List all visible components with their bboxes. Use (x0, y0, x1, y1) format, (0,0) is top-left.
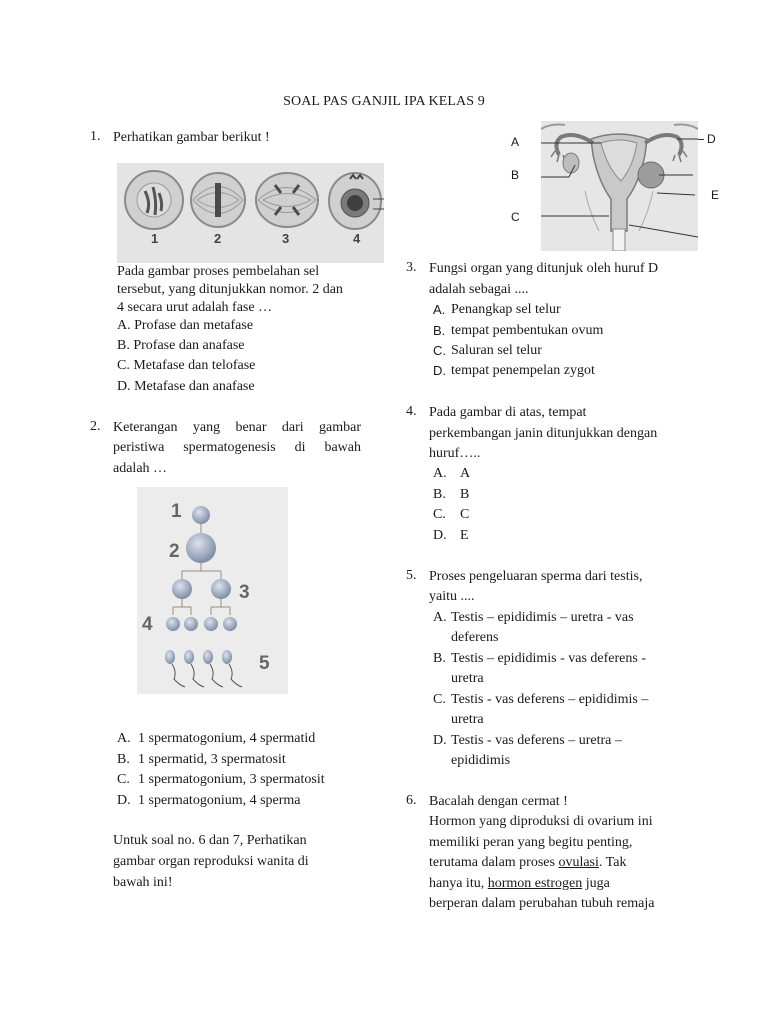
q3-option-c-text: Saluran sel telur (451, 343, 542, 358)
mitosis-label-2: 2 (214, 231, 222, 246)
q1-option-b: B. Profase dan anafase (117, 338, 245, 353)
q3-option-b-text: tempat pembentukan ovum (451, 323, 604, 338)
note-line-3: bawah ini! (113, 875, 173, 890)
q5-option-c-line-1: Testis - vas deferens – epididimis – (451, 692, 649, 707)
q4-option-a-letter: A. (433, 466, 447, 481)
secondary-spermatocyte-cell (172, 579, 192, 599)
q1-option-c: C. Metafase dan telofase (117, 358, 256, 373)
q2-number: 2. (90, 419, 101, 434)
q2-text-line-2: peristiwa spermatogenesis di bawah (113, 440, 361, 455)
q6-ovulasi-term: ovulasi (558, 855, 599, 870)
q5-option-d-line-1: Testis - vas deferens – uretra – (451, 733, 622, 748)
q6-number: 6. (406, 793, 417, 808)
female-reproductive-figure (541, 121, 698, 251)
spermatid-cell (184, 617, 198, 631)
mitosis-figure (117, 163, 384, 263)
spermatid-cell (223, 617, 237, 631)
q5-option-d-letter: D. (433, 733, 447, 748)
sperm-cells (165, 650, 242, 687)
spermatogenesis-label-1: 1 (171, 501, 182, 522)
q6-line-3-post: . Tak (598, 855, 627, 870)
mitosis-label-3: 3 (282, 231, 290, 246)
spermatogenesis-label-5: 5 (259, 653, 270, 674)
mitosis-diagram (117, 163, 384, 263)
mitosis-cell-1 (125, 171, 183, 229)
q2-option-c-letter: C. (117, 772, 130, 787)
q6-lead: Bacalah dengan cermat ! (429, 794, 568, 809)
q5-option-d-line-2: epididimis (451, 753, 511, 768)
q2-option-a-letter: A. (117, 731, 131, 746)
female-reproductive-diagram (541, 121, 698, 251)
mitosis-cell-3 (256, 173, 318, 227)
spermatid-cell (166, 617, 180, 631)
spermatid-cell (204, 617, 218, 631)
q6-line-4-pre: hanya itu, (429, 876, 488, 891)
q1-option-d: D. Metafase dan anafase (117, 379, 255, 394)
q4-option-b-letter: B. (433, 487, 446, 502)
q2-option-d-text: 1 spermatogonium, 4 sperma (138, 793, 301, 808)
q2-text-line-3: adalah … (113, 461, 168, 476)
q6-estrogen-term: hormon estrogen (487, 876, 583, 891)
spermatogenesis-figure (137, 487, 288, 694)
q4-text-line-2: perkembangan janin ditunjukkan dengan (429, 426, 658, 441)
q2-option-b-letter: B. (117, 752, 130, 767)
q6-line-3-pre: terutama dalam proses (429, 855, 559, 870)
q4-text-line-1: Pada gambar di atas, tempat (429, 405, 587, 420)
q5-option-c-letter: C. (433, 692, 446, 707)
mitosis-label-4: 4 (353, 231, 361, 246)
primary-spermatocyte-cell (186, 533, 216, 563)
q5-option-b-line-1: Testis – epididimis - vas deferens - (451, 651, 646, 666)
q1-number: 1. (90, 129, 101, 144)
q1-text-line-3: 4 secara urut adalah fase … (117, 300, 273, 315)
mitosis-cell-2 (191, 173, 245, 227)
spermatogenesis-label-2: 2 (169, 541, 180, 562)
q6-line-4-post: juga (582, 876, 610, 891)
q4-option-d-text: E (460, 528, 469, 543)
q3-text-line-2: adalah sebagai .... (429, 282, 529, 297)
q4-number: 4. (406, 404, 417, 419)
q1-text-line-1: Pada gambar proses pembelahan sel (117, 264, 320, 279)
q4-option-c-text: C (460, 507, 470, 522)
q4-option-c-letter: C. (433, 507, 446, 522)
q6-line-1: Hormon yang diproduksi di ovarium ini (429, 814, 653, 829)
spermatogenesis-diagram (137, 487, 288, 694)
spermatogonium-cell (192, 506, 210, 524)
q3-option-d-letter: D. (433, 363, 446, 378)
q3-option-d-text: tempat penempelan zygot (451, 363, 595, 378)
q5-text-line-1: Proses pengeluaran sperma dari testis, (429, 569, 643, 584)
spermatogenesis-label-3: 3 (239, 582, 250, 603)
q1-prompt: Perhatikan gambar berikut ! (113, 130, 270, 145)
q6-line-5: berperan dalam perubahan tubuh remaja (429, 896, 655, 911)
q3-option-a-text: Penangkap sel telur (451, 302, 561, 317)
q5-option-a-letter: A. (433, 610, 447, 625)
q2-option-c-text: 1 spermatogonium, 3 spermatosit (138, 772, 325, 787)
note-line-2: gambar organ reproduksi wanita di (113, 854, 309, 869)
pointer-line-d (698, 139, 704, 140)
figure-label-c: C (511, 210, 520, 224)
figure-label-b: B (511, 168, 520, 182)
figure-label-a: A (511, 135, 520, 149)
q6-line-2: memiliki peran yang begitu penting, (429, 835, 633, 850)
q2-option-a-text: 1 spermatogonium, 4 spermatid (138, 731, 316, 746)
q3-option-a-letter: A. (433, 302, 446, 317)
figure-label-e: E (711, 188, 720, 202)
q5-option-c-line-2: uretra (451, 712, 484, 727)
mitosis-cell-4 (329, 173, 384, 229)
q5-number: 5. (406, 568, 417, 583)
q2-option-d-letter: D. (117, 793, 131, 808)
q4-option-a-text: A (460, 466, 471, 481)
q3-option-c-letter: C. (433, 343, 446, 358)
q5-option-a-line-2: deferens (451, 630, 499, 645)
q1-option-a: A. Profase dan metafase (117, 318, 254, 333)
q6-line-4 (429, 874, 610, 894)
q2-text-line-1: Keterangan yang benar dari gambar (113, 420, 361, 435)
secondary-spermatocyte-cell (211, 579, 231, 599)
page-title: SOAL PAS GANJIL IPA KELAS 9 (283, 94, 485, 109)
q6-line-3 (429, 853, 626, 873)
q3-option-b-letter: B. (433, 323, 446, 338)
q5-option-b-line-2: uretra (451, 671, 484, 686)
q5-text-line-2: yaitu .... (429, 589, 475, 604)
q1-text-line-2: tersebut, yang ditunjukkan nomor. 2 dan (117, 282, 343, 297)
figure-label-d: D (707, 132, 716, 146)
q4-text-line-3: huruf….. (429, 446, 481, 461)
q3-text-line-1: Fungsi organ yang ditunjuk oleh huruf D (429, 261, 659, 276)
note-line-1: Untuk soal no. 6 dan 7, Perhatikan (113, 833, 307, 848)
q4-option-d-letter: D. (433, 528, 447, 543)
mitosis-label-1: 1 (151, 231, 159, 246)
q2-option-b-text: 1 spermatid, 3 spermatosit (138, 752, 286, 767)
spermatogenesis-label-4: 4 (142, 614, 153, 635)
q4-option-b-text: B (460, 487, 470, 502)
q3-number: 3. (406, 260, 417, 275)
q5-option-b-letter: B. (433, 651, 446, 666)
q5-option-a-line-1: Testis – epididimis – uretra - vas (451, 610, 634, 625)
